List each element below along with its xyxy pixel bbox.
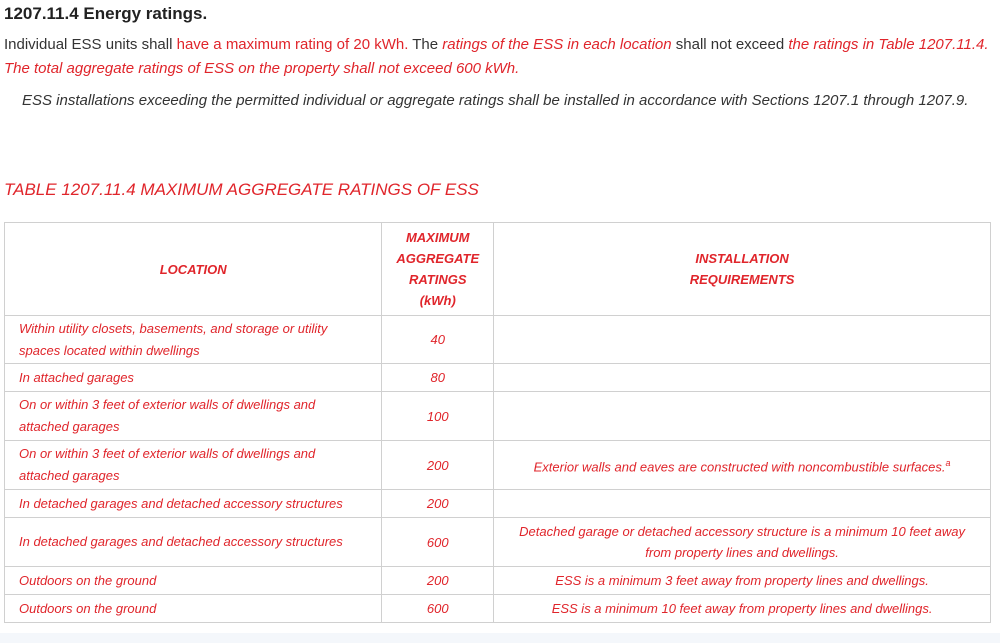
cell-requirement [494, 490, 991, 518]
cell-location: Within utility closets, basements, and storage or utility spaces located within dwellings [5, 316, 382, 364]
table-title: TABLE 1207.11.4 MAXIMUM AGGREGATE RATINGS OF ESS [4, 180, 479, 199]
cell-requirement: Detached garage or detached accessory structure is a minimum 10 feet away from property lines and dwellings. [494, 518, 991, 567]
cell-requirement [494, 364, 991, 392]
cell-location: Outdoors on the ground [5, 567, 382, 595]
table-row [5, 316, 991, 364]
table-row [5, 518, 991, 567]
para1-text-a: Individual ESS units shall [4, 36, 177, 53]
para1-text-d: ratings of the ESS in each location [442, 36, 672, 53]
cell-rating: 100 [382, 392, 494, 441]
para1-text-c: The [408, 36, 443, 53]
cell-requirement [494, 441, 991, 490]
cell-rating: 200 [382, 567, 494, 595]
table-header-row [5, 223, 991, 316]
table-row [5, 364, 991, 392]
paragraph-exceeding: ESS installations exceeding the permitted individual or aggregate ratings shall be installed in accordance with Sections 1207.1 through 1207.9. [22, 92, 969, 109]
bottom-strip [0, 633, 1000, 643]
cell-location: Outdoors on the ground [5, 595, 382, 623]
para1-text-b: have a maximum rating of 20 kWh. [176, 36, 409, 53]
cell-location: In detached garages and detached accessory structures [5, 490, 382, 518]
cell-requirement: ESS is a minimum 3 feet away from property lines and dwellings. [494, 567, 991, 595]
cell-location: On or within 3 feet of exterior walls of dwellings and attached garages [5, 441, 382, 490]
cell-requirement [494, 392, 991, 441]
para1-text-f: the ratings in Table 1207.11.4. The total aggregate ratings of ESS on the property shall not exceed 600 kWh. [4, 36, 989, 77]
ratings-table [4, 222, 991, 623]
header-rating-line: RATINGS [408, 272, 467, 287]
header-rating [382, 223, 494, 316]
cell-rating: 600 [382, 595, 494, 623]
header-rating-line: MAXIMUM [405, 230, 470, 245]
section-heading: 1207.11.4 Energy ratings. [4, 4, 208, 23]
cell-rating: 80 [382, 364, 494, 392]
header-requirements-line: INSTALLATION [695, 251, 789, 266]
header-requirements [494, 223, 991, 316]
table-row [5, 567, 991, 595]
cell-rating: 200 [382, 490, 494, 518]
cell-rating: 200 [382, 441, 494, 490]
cell-location: On or within 3 feet of exterior walls of dwellings and attached garages [5, 392, 382, 441]
header-location: LOCATION [5, 223, 382, 316]
header-rating-line: AGGREGATE [396, 251, 480, 266]
table-row [5, 392, 991, 441]
cell-requirement-text: Exterior walls and eaves are constructed with noncombustible surfaces. [533, 459, 946, 475]
paragraph-ratings [4, 33, 996, 81]
header-requirements-line: REQUIREMENTS [689, 272, 795, 287]
table-row [5, 441, 991, 490]
cell-requirement [494, 316, 991, 364]
cell-rating: 600 [382, 518, 494, 567]
footnote-marker: a [945, 457, 951, 468]
cell-rating: 40 [382, 316, 494, 364]
para1-text-e: shall not exceed [671, 36, 789, 53]
cell-location: In attached garages [5, 364, 382, 392]
cell-requirement: ESS is a minimum 10 feet away from property lines and dwellings. [494, 595, 991, 623]
table-row [5, 490, 991, 518]
cell-location: In detached garages and detached accessory structures [5, 518, 382, 567]
header-rating-line: (kWh) [419, 293, 456, 308]
table-row [5, 595, 991, 623]
